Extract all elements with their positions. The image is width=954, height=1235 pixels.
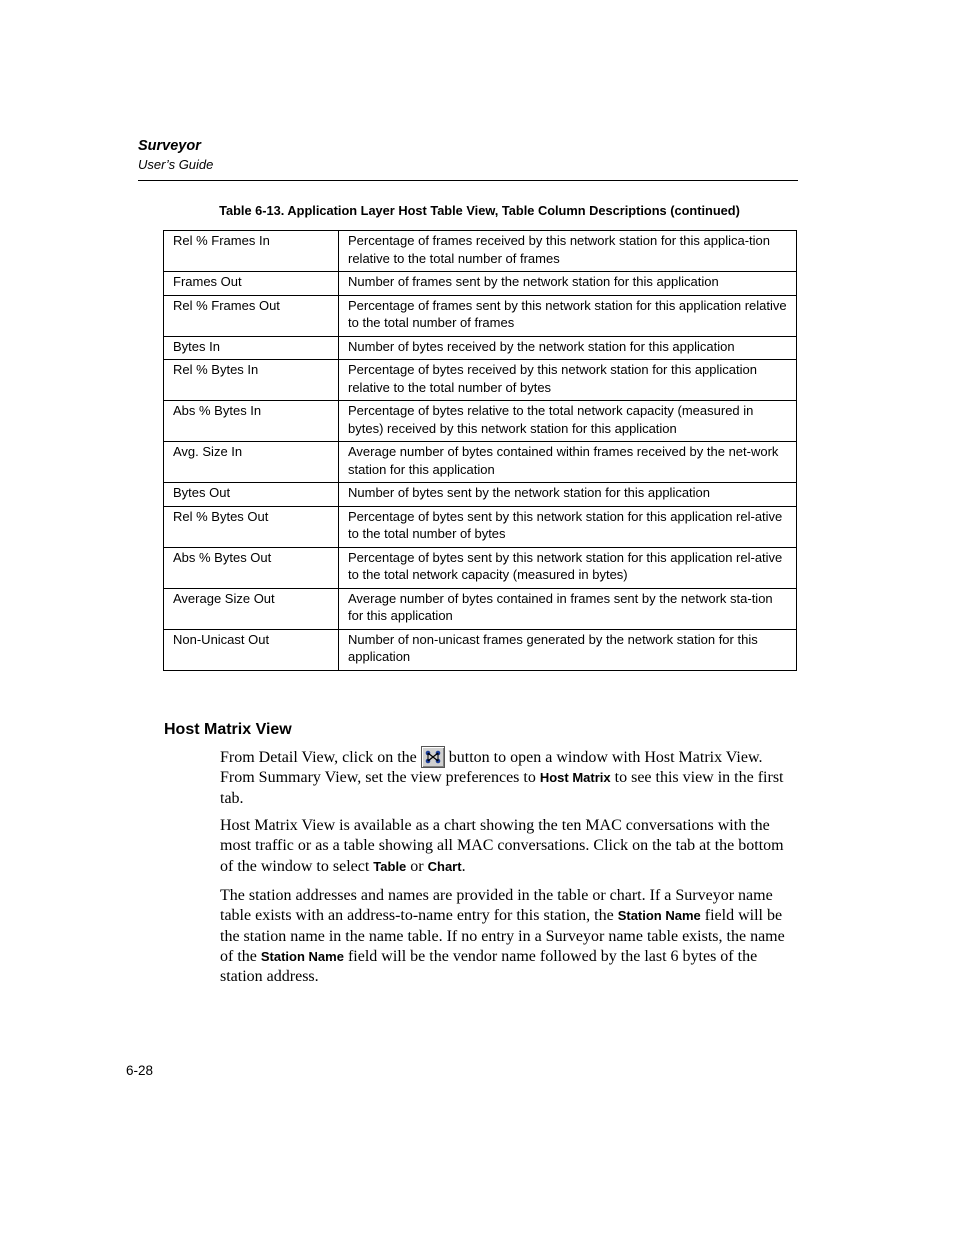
- table-row: [164, 401, 797, 442]
- host-matrix-icon: [422, 747, 444, 767]
- column-description-cell: Number of non-unicast frames generated by the network station for this application: [339, 629, 797, 670]
- ui-term-host-matrix: Host Matrix: [539, 770, 611, 786]
- paragraph-text: or: [410, 857, 424, 875]
- paragraph-station-names: [220, 886, 795, 987]
- table-row: [164, 506, 797, 547]
- column-name-cell: Rel % Frames In: [164, 231, 339, 272]
- paragraph-text: Host Matrix View is available as a chart showing the ten MAC conversations with the most traffic or as a table showing all MAC conversations. Click on the tab at the bottom of the window to select: [220, 817, 784, 875]
- column-description-cell: Percentage of bytes relative to the total network capacity (measured in bytes) received by this network station for this application: [339, 401, 797, 442]
- ui-term-station-name: Station Name: [617, 908, 701, 924]
- section-heading: Host Matrix View: [164, 721, 292, 738]
- column-name-cell: Bytes In: [164, 336, 339, 360]
- paragraph-text: field will be the vendor name followed by the last 6 bytes of the station address.: [220, 947, 758, 986]
- table-row: [164, 629, 797, 670]
- table-row: [164, 231, 797, 272]
- table-row: [164, 295, 797, 336]
- ui-term-station-name: Station Name: [260, 948, 344, 964]
- column-name-cell: Average Size Out: [164, 588, 339, 629]
- running-header-subtitle: User’s Guide: [138, 157, 214, 172]
- paragraph-text: to see this view in the first tab.: [220, 769, 784, 807]
- host-matrix-button-icon[interactable]: [421, 746, 445, 768]
- table-row: [164, 272, 797, 296]
- column-description-cell: Percentage of bytes sent by this network station for this application rel-ative to the total number of bytes: [339, 506, 797, 547]
- column-name-cell: Avg. Size In: [164, 442, 339, 483]
- paragraph-text: The station addresses and names are provided in the table or chart. If a Surveyor name table exists with an address-to-name entry for this station, the: [220, 887, 773, 925]
- column-description-cell: Number of bytes sent by the network station for this application: [339, 483, 797, 507]
- paragraph-text: field will be the station name in the name table. If no entry in a Surveyor name table exists, the name of the: [220, 907, 785, 965]
- paragraph-text: button to open a window with Host Matrix View. From Summary View, set the view preferences to: [220, 749, 763, 787]
- column-name-cell: Rel % Bytes In: [164, 360, 339, 401]
- column-description-cell: Percentage of bytes received by this network station for this application relative to the total number of bytes: [339, 360, 797, 401]
- column-name-cell: Abs % Bytes In: [164, 401, 339, 442]
- column-name-cell: Abs % Bytes Out: [164, 547, 339, 588]
- column-descriptions-table: [163, 230, 797, 671]
- page-number: 6-28: [126, 1063, 154, 1078]
- paragraph-host-matrix-access: [220, 746, 795, 809]
- table-row: [164, 547, 797, 588]
- paragraph-host-matrix-modes: [220, 816, 795, 877]
- paragraph-text: .: [461, 857, 466, 875]
- column-description-cell: Average number of bytes contained in frames sent by the network sta-tion for this application: [339, 588, 797, 629]
- column-name-cell: Non-Unicast Out: [164, 629, 339, 670]
- running-header-title: Surveyor: [138, 138, 201, 154]
- column-name-cell: Frames Out: [164, 272, 339, 296]
- table-row: [164, 360, 797, 401]
- ui-term-table: Table: [373, 858, 407, 874]
- column-name-cell: Rel % Frames Out: [164, 295, 339, 336]
- column-description-cell: Percentage of frames sent by this network station for this application relative to the total number of frames: [339, 295, 797, 336]
- table-row: [164, 336, 797, 360]
- ui-term-chart: Chart: [427, 858, 462, 874]
- column-description-cell: Average number of bytes contained within frames received by the net-work station for this application: [339, 442, 797, 483]
- column-description-cell: Percentage of frames received by this network station for this applica-tion relative to the total number of frames: [339, 231, 797, 272]
- table-caption: Table 6-13. Application Layer Host Table View, Table Column Descriptions (continued): [219, 203, 740, 218]
- table-row: [164, 588, 797, 629]
- column-name-cell: Bytes Out: [164, 483, 339, 507]
- column-description-cell: Percentage of bytes sent by this network station for this application rel-ative to the total network capacity (measured in bytes): [339, 547, 797, 588]
- header-rule: [138, 180, 798, 181]
- column-description-cell: Number of bytes received by the network station for this application: [339, 336, 797, 360]
- column-name-cell: Rel % Bytes Out: [164, 506, 339, 547]
- paragraph-text: From Detail View, click on the: [220, 749, 417, 766]
- table-row: [164, 442, 797, 483]
- table-row: [164, 483, 797, 507]
- column-description-cell: Number of frames sent by the network station for this application: [339, 272, 797, 296]
